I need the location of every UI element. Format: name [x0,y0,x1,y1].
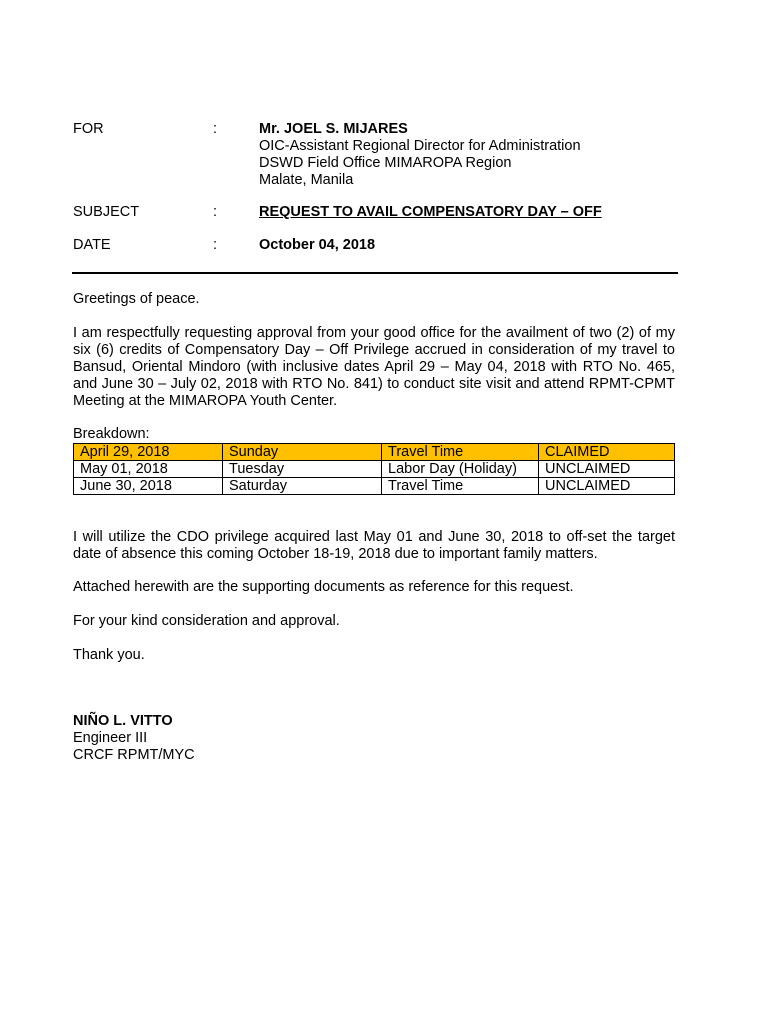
greeting: Greetings of peace. [73,291,200,307]
row-date: May 01, 2018 [74,461,223,478]
for-label: FOR [73,121,104,137]
recipient-block [259,121,679,189]
subject-colon: : [213,204,218,220]
date-value: October 04, 2018 [259,237,376,253]
row-day: Sunday [223,444,382,461]
signatory-unit: CRCF RPMT/MYC [73,747,195,763]
row-day: Tuesday [223,461,382,478]
subject-label: SUBJECT [73,204,140,220]
recipient-name: Mr. JOEL S. MIJARES [259,121,408,137]
table-row [74,478,675,495]
signature-block [73,713,195,764]
recipient-position: OIC-Assistant Regional Director for Administration [259,138,581,154]
row-type: Labor Day (Holiday) [382,461,539,478]
breakdown-table [73,443,675,495]
attached-paragraph: Attached herewith are the supporting documents as reference for this request. [73,579,574,595]
row-day: Saturday [223,478,382,495]
row-type: Travel Time [382,478,539,495]
subject-value: REQUEST TO AVAIL COMPENSATORY DAY – OFF [259,204,602,220]
utilize-paragraph: I will utilize the CDO privilege acquired last May 01 and June 30, 2018 to off-set the target date of absence this coming October 18-19, 2018 due to important family matters. [73,529,675,562]
breakdown-label: Breakdown: [73,426,150,442]
date-colon: : [213,237,218,253]
row-status: UNCLAIMED [539,461,675,478]
row-status: CLAIMED [539,444,675,461]
request-paragraph: I am respectfully requesting approval from your good office for the availment of two (2) of my six (6) credits of Compensatory Day – Off Privilege accrued in consideration of my travel to Bansud, Oriental Mindoro (with inclusive dates April 29 – May 04, 2018 with RTO No. 465, and June 30 – July 02, 2018 with RTO No. 841) to conduct site visit and attend RPMT-CPMT Meeting at the MIMAROPA Youth Center. [73,325,675,409]
closing-line: Thank you. [73,647,145,663]
table-row [74,461,675,478]
recipient-office: DSWD Field Office MIMAROPA Region [259,155,512,171]
signatory-title: Engineer III [73,730,148,746]
signatory-name: NIÑO L. VITTO [73,713,173,729]
row-status: UNCLAIMED [539,478,675,495]
for-colon: : [213,121,218,137]
row-date: April 29, 2018 [74,444,223,461]
header-divider [72,272,678,274]
row-type: Travel Time [382,444,539,461]
recipient-location: Malate, Manila [259,172,354,188]
consideration-line: For your kind consideration and approval. [73,613,340,629]
date-label: DATE [73,237,111,253]
row-date: June 30, 2018 [74,478,223,495]
table-row [74,444,675,461]
